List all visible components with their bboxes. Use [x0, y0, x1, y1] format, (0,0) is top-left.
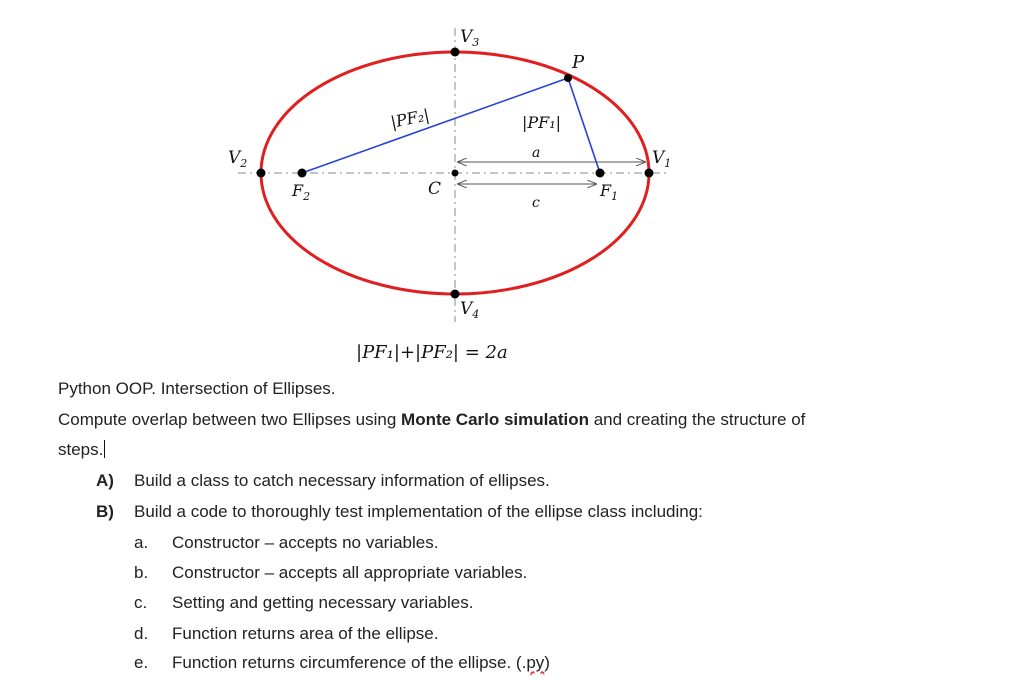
- list-text: Build a class to catch necessary information of ellipses.: [134, 471, 550, 490]
- sublist-item-b: [134, 563, 528, 583]
- vertex-v1-point: [645, 169, 654, 178]
- intro-text-line2: steps.: [58, 440, 104, 459]
- doc-intro-line1: [58, 410, 805, 430]
- sublist-item-e: [134, 653, 550, 673]
- focus-f2-point: [298, 169, 307, 178]
- sublist-text: Constructor – accepts no variables.: [172, 533, 439, 552]
- doc-title: Python OOP. Intersection of Ellipses.: [58, 379, 336, 398]
- intro-text-start: Compute overlap between two Ellipses using: [58, 410, 402, 429]
- vertex-v4-point: [451, 290, 460, 299]
- sublist-text: Setting and getting necessary variables.: [172, 593, 474, 612]
- sublist-text-end: ): [544, 653, 550, 672]
- sublist-text: Function returns area of the ellipse.: [172, 624, 439, 643]
- label-v2: $V_2$: [228, 148, 248, 170]
- sublist-marker: d.: [134, 624, 149, 643]
- intro-bold-text: Monte Carlo simulation: [401, 410, 589, 429]
- sublist-item-a: [134, 533, 439, 553]
- list-text: Build a code to thoroughly test implementation of the ellipse class including:: [134, 502, 703, 521]
- list-marker: A): [96, 471, 114, 490]
- line-pf1: [568, 78, 600, 173]
- text-cursor: [104, 440, 105, 458]
- list-item-a: [96, 471, 550, 491]
- vertex-v2-point: [257, 169, 266, 178]
- focal-equation: |PF₁|+|PF₂| = 2a: [356, 342, 508, 363]
- sublist-marker: e.: [134, 653, 149, 672]
- sublist-marker: c.: [134, 593, 148, 612]
- sublist-marker: b.: [134, 563, 149, 582]
- label-a: a: [532, 145, 541, 161]
- list-item-b: [96, 502, 703, 522]
- doc-intro-line2: [58, 440, 105, 460]
- sublist-item-c: [134, 593, 474, 613]
- sublist-marker: a.: [134, 533, 149, 552]
- vertex-v3-point: [451, 48, 460, 57]
- sublist-item-d: [134, 624, 439, 644]
- point-p: [564, 74, 572, 82]
- center-c-point: [452, 170, 459, 177]
- list-marker: B): [96, 502, 114, 521]
- sublist-text: Constructor – accepts all appropriate variables.: [172, 563, 528, 582]
- sublist-text-start: Function returns circumference of the ellipse. (.: [172, 653, 527, 672]
- label-pf2: |PF₂|: [388, 105, 432, 132]
- label-v1: $V_1$: [652, 148, 672, 170]
- sublist-text: [172, 653, 550, 673]
- label-v3: $V_3$: [460, 27, 480, 49]
- label-f1: $F_1$: [600, 181, 619, 203]
- spellcheck-word[interactable]: py: [526, 653, 545, 672]
- label-f2: $F_2$: [292, 181, 311, 203]
- label-v4: $V_4$: [460, 299, 480, 321]
- label-c-distance: c: [532, 195, 540, 211]
- focus-f1-point: [596, 169, 605, 178]
- label-pf1: |PF₁|: [522, 113, 562, 132]
- label-c: C: [428, 179, 442, 199]
- label-p: P: [572, 52, 585, 73]
- intro-text-end: and creating the structure of: [589, 410, 806, 429]
